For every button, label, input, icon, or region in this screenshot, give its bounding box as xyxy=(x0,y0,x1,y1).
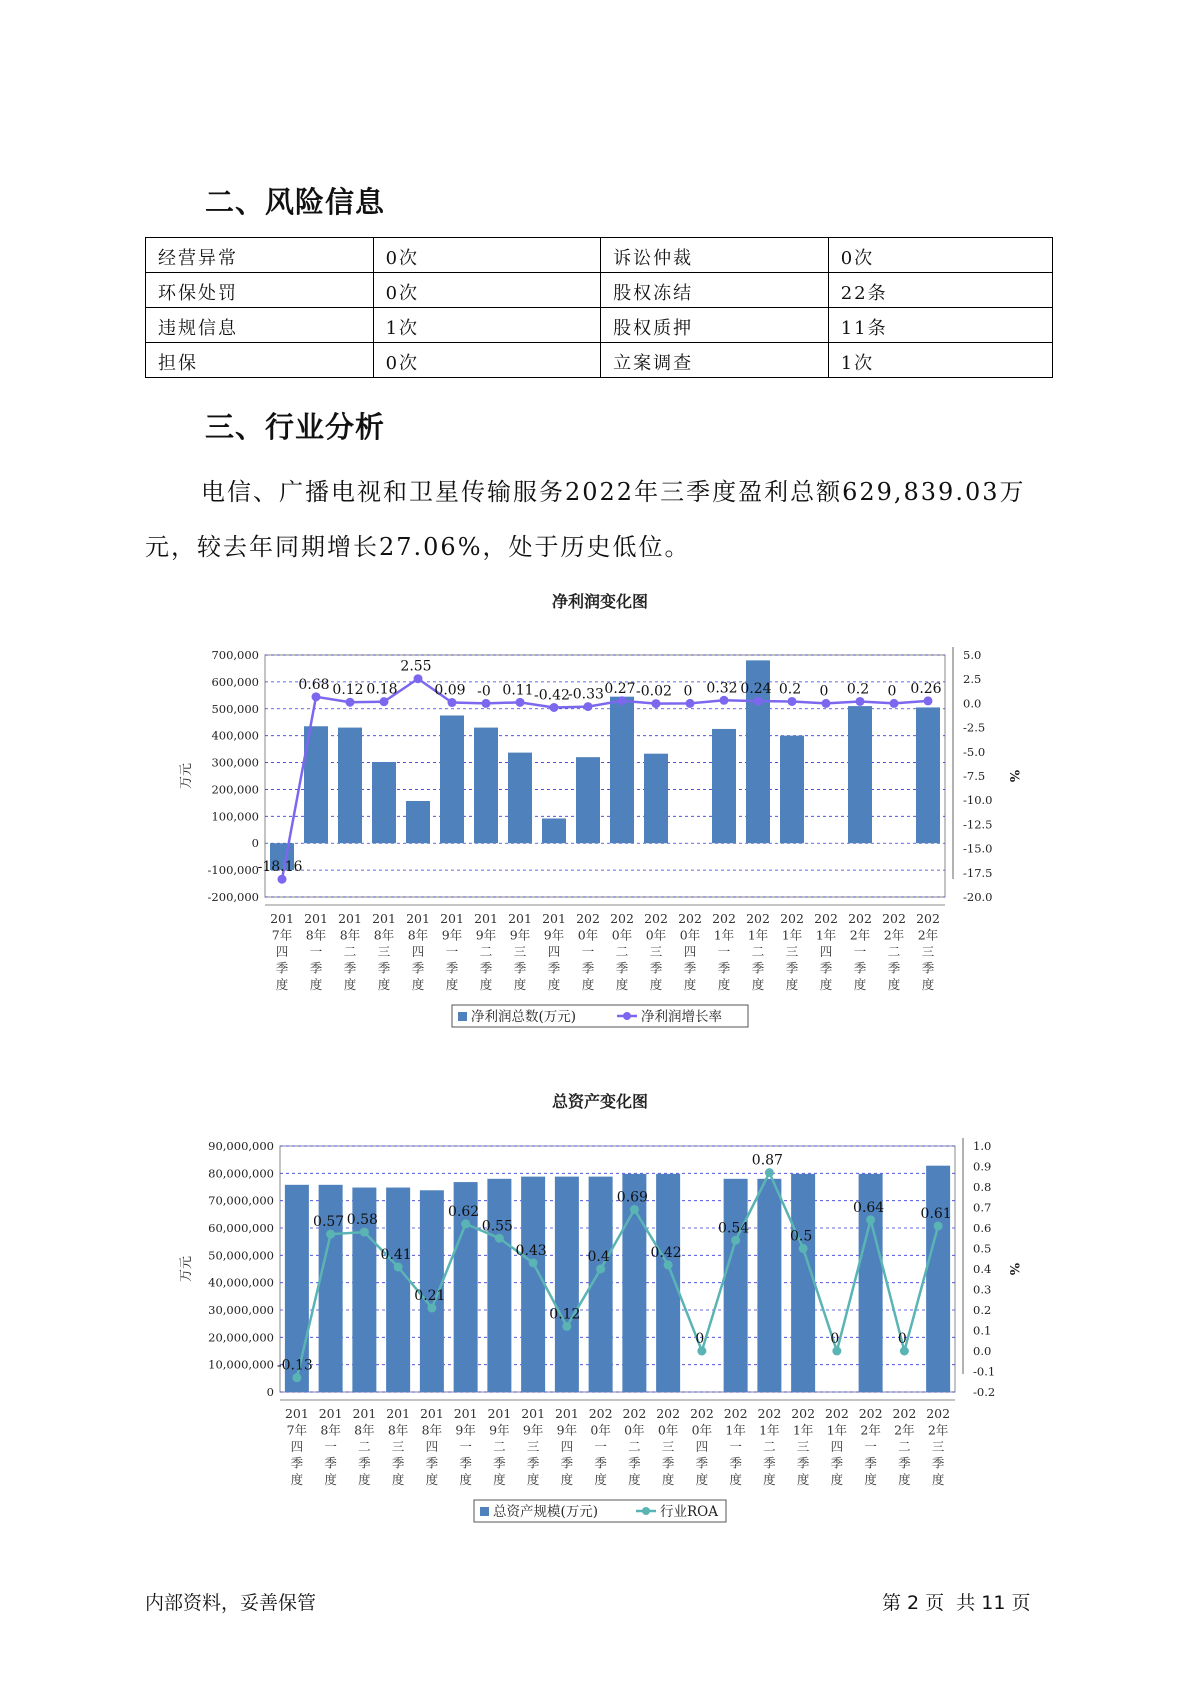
x-tick-label: 202 0年一季度 xyxy=(576,911,600,992)
y-axis-label: 万元 xyxy=(179,762,194,790)
x-tick-label: 201 8年三季度 xyxy=(386,1406,411,1487)
risk-row xyxy=(146,238,1053,273)
y-tick-label: 80,000,000 xyxy=(208,1166,274,1181)
line-point xyxy=(550,703,559,712)
legend-bar-label: 总资产规模(万元) xyxy=(493,1504,599,1520)
data-label: 0.41 xyxy=(380,1246,412,1263)
y-tick-label: -200,000 xyxy=(207,890,259,904)
bar xyxy=(555,1177,579,1392)
chart-title: 总资产变化图 xyxy=(551,1092,649,1111)
risk-item-value: 0次 xyxy=(828,238,1052,273)
line-point xyxy=(618,696,627,705)
x-tick-label: 201 8年四季度 xyxy=(406,911,430,992)
line-point xyxy=(326,1230,335,1239)
y2-tick-label: 0.0 xyxy=(963,696,982,711)
bar xyxy=(926,1166,950,1392)
line-point xyxy=(394,1262,403,1271)
bar xyxy=(780,736,804,844)
x-tick-label: 201 9年一季度 xyxy=(453,1406,478,1487)
x-tick-label: 202 1年一季度 xyxy=(723,1406,748,1487)
data-label: 0.21 xyxy=(414,1287,446,1304)
bar xyxy=(757,1179,781,1392)
total-assets-chart xyxy=(170,1085,1030,1535)
y-tick-label: 50,000,000 xyxy=(208,1248,274,1263)
y2-tick-label: 0.1 xyxy=(973,1323,992,1338)
data-label: -0.02 xyxy=(636,683,672,700)
line-point xyxy=(312,692,321,701)
data-label: 0.43 xyxy=(515,1242,547,1259)
net-profit-chart xyxy=(170,585,1030,1035)
x-tick-label: 201 7年四季度 xyxy=(270,911,294,992)
data-label: 0.69 xyxy=(616,1189,648,1206)
x-tick-label: 202 2年二季度 xyxy=(882,911,906,992)
page-number: 第 2 页 共 11 页 xyxy=(882,1592,1031,1614)
x-tick-label: 201 8年四季度 xyxy=(419,1406,444,1487)
data-label: 0.11 xyxy=(502,682,534,699)
y2-tick-label: 5.0 xyxy=(963,648,982,662)
bar xyxy=(712,729,736,843)
line-point xyxy=(934,1221,943,1230)
x-tick-label: 202 1年二季度 xyxy=(757,1406,782,1487)
data-label: 0.64 xyxy=(853,1199,885,1216)
risk-item-value: 11条 xyxy=(828,308,1052,343)
y2-tick-label: 0.9 xyxy=(973,1159,992,1174)
x-tick-label: 201 8年一季度 xyxy=(304,911,328,992)
x-tick-label: 202 1年四季度 xyxy=(824,1406,849,1487)
data-label: 0.32 xyxy=(706,680,738,697)
risk-item-value: 0次 xyxy=(373,273,601,308)
bar xyxy=(848,706,872,843)
line-point xyxy=(529,1258,538,1267)
data-label: 0.2 xyxy=(846,681,870,698)
y2-tick-label: -7.5 xyxy=(963,769,986,783)
line-point xyxy=(482,699,491,708)
line-point xyxy=(788,697,797,706)
x-tick-label: 201 7年四季度 xyxy=(284,1406,309,1487)
data-label: -0.42 xyxy=(534,687,570,704)
y-tick-label: 60,000,000 xyxy=(208,1221,274,1235)
y-tick-label: 70,000,000 xyxy=(208,1193,274,1208)
y2-tick-label: 0.7 xyxy=(973,1200,992,1215)
risk-row xyxy=(146,343,1053,378)
industry-paragraph xyxy=(145,465,1057,575)
y-tick-label: -100,000 xyxy=(207,863,259,878)
y2-tick-label: 0.2 xyxy=(973,1303,992,1317)
data-label: 2.55 xyxy=(400,658,432,675)
risk-row xyxy=(146,273,1053,308)
y2-tick-label: -20.0 xyxy=(963,890,993,904)
bar xyxy=(474,728,498,844)
line-point xyxy=(754,697,763,706)
y-tick-label: 600,000 xyxy=(211,674,259,689)
y2-tick-label: -0.2 xyxy=(973,1385,996,1399)
line-point xyxy=(652,699,661,708)
data-label: 0.5 xyxy=(789,1228,813,1245)
bar xyxy=(916,707,940,843)
x-tick-label: 202 0年二季度 xyxy=(610,911,634,992)
risk-item-value: 1次 xyxy=(828,343,1052,378)
bar xyxy=(372,762,396,843)
risk-item-value: 1次 xyxy=(373,308,601,343)
risk-table xyxy=(145,237,1053,378)
data-label: -0.33 xyxy=(568,686,604,703)
line-point xyxy=(856,697,865,706)
legend-line-marker xyxy=(642,1507,650,1515)
line-point xyxy=(278,875,287,884)
data-label: 0.87 xyxy=(751,1152,783,1169)
x-tick-label: 201 8年二季度 xyxy=(352,1406,377,1487)
risk-item-value: 0次 xyxy=(373,238,601,273)
data-label: 0.62 xyxy=(448,1203,480,1220)
x-tick-label: 201 9年一季度 xyxy=(440,911,464,992)
line-point xyxy=(346,698,355,707)
line-point xyxy=(822,699,831,708)
data-label: -0.13 xyxy=(276,1357,313,1374)
line-point xyxy=(866,1215,875,1224)
x-tick-label: 202 0年三季度 xyxy=(656,1406,681,1487)
line-point xyxy=(414,674,423,683)
x-tick-label: 201 9年三季度 xyxy=(521,1406,546,1487)
x-tick-label: 201 9年二季度 xyxy=(474,911,498,992)
y-tick-label: 0 xyxy=(251,836,259,851)
bar xyxy=(338,728,362,844)
data-label: 0.57 xyxy=(313,1214,345,1231)
bar xyxy=(644,754,668,844)
chart-title: 净利润变化图 xyxy=(551,592,649,611)
data-label: 0.58 xyxy=(346,1212,378,1229)
line-point xyxy=(360,1228,369,1237)
line-point xyxy=(799,1244,808,1253)
y2-tick-label: 0.3 xyxy=(973,1282,992,1297)
data-label: 0 xyxy=(887,683,897,700)
y2-tick-label: -5.0 xyxy=(963,744,986,759)
line-point xyxy=(900,1347,909,1356)
paragraph-text: 电信、广播电视和卫星传输服务2022年三季度盈利总额629,839.03万元，较去年同期增长27.06%，处于历史低位。 xyxy=(145,478,1026,561)
data-label: 0 xyxy=(819,683,829,700)
bar xyxy=(610,697,634,844)
bar xyxy=(791,1174,815,1392)
x-tick-label: 202 2年二季度 xyxy=(892,1406,917,1487)
legend-bar-swatch xyxy=(458,1012,467,1021)
x-tick-label: 202 0年三季度 xyxy=(644,911,668,992)
x-tick-label: 201 8年二季度 xyxy=(338,911,362,992)
data-label: 0.2 xyxy=(778,681,802,698)
line-point xyxy=(890,699,899,708)
data-label: 0 xyxy=(897,1331,907,1347)
y2-tick-label: -0.1 xyxy=(973,1364,996,1379)
y-tick-label: 20,000,000 xyxy=(208,1330,274,1345)
line-point xyxy=(686,699,695,708)
data-label: 0.09 xyxy=(434,682,466,699)
data-label: -0 xyxy=(477,683,491,700)
x-tick-label: 201 9年三季度 xyxy=(508,911,532,992)
bar xyxy=(521,1177,545,1392)
risk-item-label: 诉讼仲裁 xyxy=(601,238,829,273)
y-tick-label: 30,000,000 xyxy=(208,1303,274,1317)
line-point xyxy=(664,1260,673,1269)
y2-tick-label: 0.5 xyxy=(973,1241,992,1256)
risk-item-label: 立案调查 xyxy=(601,343,829,378)
y2-axis-label: % xyxy=(1006,769,1021,783)
line-point xyxy=(516,698,525,707)
x-tick-label: 201 9年四季度 xyxy=(554,1406,579,1487)
x-tick-label: 202 1年四季度 xyxy=(814,911,838,992)
y2-tick-label: 0.6 xyxy=(973,1221,992,1235)
y-tick-label: 200,000 xyxy=(211,782,259,797)
x-tick-label: 202 0年一季度 xyxy=(588,1406,613,1487)
risk-item-value: 22条 xyxy=(828,273,1052,308)
bar xyxy=(440,716,464,844)
x-tick-label: 201 8年三季度 xyxy=(372,911,396,992)
y2-tick-label: -12.5 xyxy=(963,817,993,832)
y-tick-label: 500,000 xyxy=(211,701,259,716)
line-point xyxy=(584,702,593,711)
risk-item-value: 0次 xyxy=(373,343,601,378)
data-label: 0.24 xyxy=(740,681,772,698)
data-label: 0.27 xyxy=(604,680,636,697)
risk-item-label: 股权质押 xyxy=(601,308,829,343)
y2-tick-label: -10.0 xyxy=(963,793,993,808)
line-point xyxy=(832,1347,841,1356)
line-point xyxy=(448,698,457,707)
bar xyxy=(386,1188,410,1392)
bar xyxy=(508,753,532,844)
y2-tick-label: 0.4 xyxy=(973,1262,992,1276)
y2-tick-label: -15.0 xyxy=(963,841,993,856)
y-tick-label: 400,000 xyxy=(211,728,259,743)
x-tick-label: 202 0年四季度 xyxy=(689,1406,714,1487)
data-label: 0.26 xyxy=(910,680,942,697)
footer-note: 内部资料，妥善保管 xyxy=(145,1592,317,1614)
legend-bar-swatch xyxy=(480,1507,489,1516)
line-point xyxy=(731,1236,740,1245)
y2-tick-label: -17.5 xyxy=(963,865,993,880)
data-label: 0.12 xyxy=(549,1306,581,1323)
risk-item-label: 经营异常 xyxy=(146,238,374,273)
x-tick-label: 202 1年二季度 xyxy=(746,911,770,992)
data-label: -18.16 xyxy=(257,859,303,876)
y-tick-label: 40,000,000 xyxy=(208,1275,274,1290)
x-tick-label: 202 1年三季度 xyxy=(780,911,804,992)
x-tick-label: 202 2年一季度 xyxy=(858,1406,883,1487)
risk-row xyxy=(146,308,1053,343)
y2-tick-label: 0.0 xyxy=(973,1344,992,1358)
x-tick-label: 202 0年二季度 xyxy=(622,1406,647,1487)
x-tick-label: 202 1年三季度 xyxy=(791,1406,816,1487)
bar xyxy=(724,1179,748,1392)
y-tick-label: 700,000 xyxy=(211,648,259,662)
line-point xyxy=(427,1303,436,1312)
y-tick-label: 100,000 xyxy=(211,809,259,824)
data-label: 0.18 xyxy=(366,681,398,698)
y2-tick-label: 0.8 xyxy=(973,1180,992,1194)
y-tick-label: 0 xyxy=(266,1385,274,1399)
risk-item-label: 违规信息 xyxy=(146,308,374,343)
line-point xyxy=(292,1373,301,1382)
x-tick-label: 201 8年一季度 xyxy=(318,1406,343,1487)
section-title-risk: 二、风险信息 xyxy=(205,185,386,219)
bar xyxy=(406,801,430,843)
x-tick-label: 202 2年一季度 xyxy=(848,911,872,992)
data-label: 0 xyxy=(695,1331,705,1347)
line-point xyxy=(495,1234,504,1243)
legend-bar-label: 净利润总数(万元) xyxy=(471,1009,577,1025)
y2-tick-label: 1.0 xyxy=(973,1139,992,1153)
line-point xyxy=(461,1219,470,1228)
x-tick-label: 202 1年一季度 xyxy=(712,911,736,992)
x-tick-label: 202 0年四季度 xyxy=(678,911,702,992)
y2-axis-label: % xyxy=(1006,1262,1021,1276)
line-point xyxy=(720,696,729,705)
line-point xyxy=(697,1347,706,1356)
data-label: 0.42 xyxy=(650,1244,682,1261)
line-point xyxy=(924,696,933,705)
line-point xyxy=(562,1322,571,1331)
data-label: 0 xyxy=(830,1331,840,1347)
data-label: 0 xyxy=(683,683,693,700)
risk-item-label: 股权冻结 xyxy=(601,273,829,308)
bar xyxy=(542,818,566,843)
x-tick-label: 201 9年四季度 xyxy=(542,911,566,992)
y2-tick-label: 2.5 xyxy=(963,672,982,687)
plot-frame xyxy=(280,1146,955,1392)
bar xyxy=(487,1179,511,1392)
y-tick-label: 300,000 xyxy=(211,755,259,770)
line-point xyxy=(765,1168,774,1177)
legend-line-label: 净利润增长率 xyxy=(641,1009,722,1025)
data-label: 0.12 xyxy=(332,682,364,699)
section-title-industry: 三、行业分析 xyxy=(205,410,386,444)
x-tick-label: 202 2年三季度 xyxy=(916,911,940,992)
risk-item-label: 担保 xyxy=(146,343,374,378)
legend-line-marker xyxy=(623,1012,631,1020)
line-point xyxy=(596,1265,605,1274)
legend-line-label: 行业ROA xyxy=(660,1504,718,1520)
data-label: 0.54 xyxy=(718,1220,750,1237)
data-label: 0.55 xyxy=(481,1218,513,1235)
y-tick-label: 90,000,000 xyxy=(208,1139,274,1153)
data-label: 0.61 xyxy=(920,1205,952,1222)
y-tick-label: 10,000,000 xyxy=(208,1357,274,1372)
data-label: 0.68 xyxy=(298,676,330,693)
risk-item-label: 环保处罚 xyxy=(146,273,374,308)
x-tick-label: 201 9年二季度 xyxy=(487,1406,512,1487)
bar xyxy=(576,757,600,843)
data-label: 0.4 xyxy=(587,1249,610,1265)
x-tick-label: 202 2年三季度 xyxy=(926,1406,951,1487)
line-point xyxy=(380,697,389,706)
line-point xyxy=(630,1205,639,1214)
y-axis-label: 万元 xyxy=(179,1255,194,1283)
y2-tick-label: -2.5 xyxy=(963,720,986,735)
